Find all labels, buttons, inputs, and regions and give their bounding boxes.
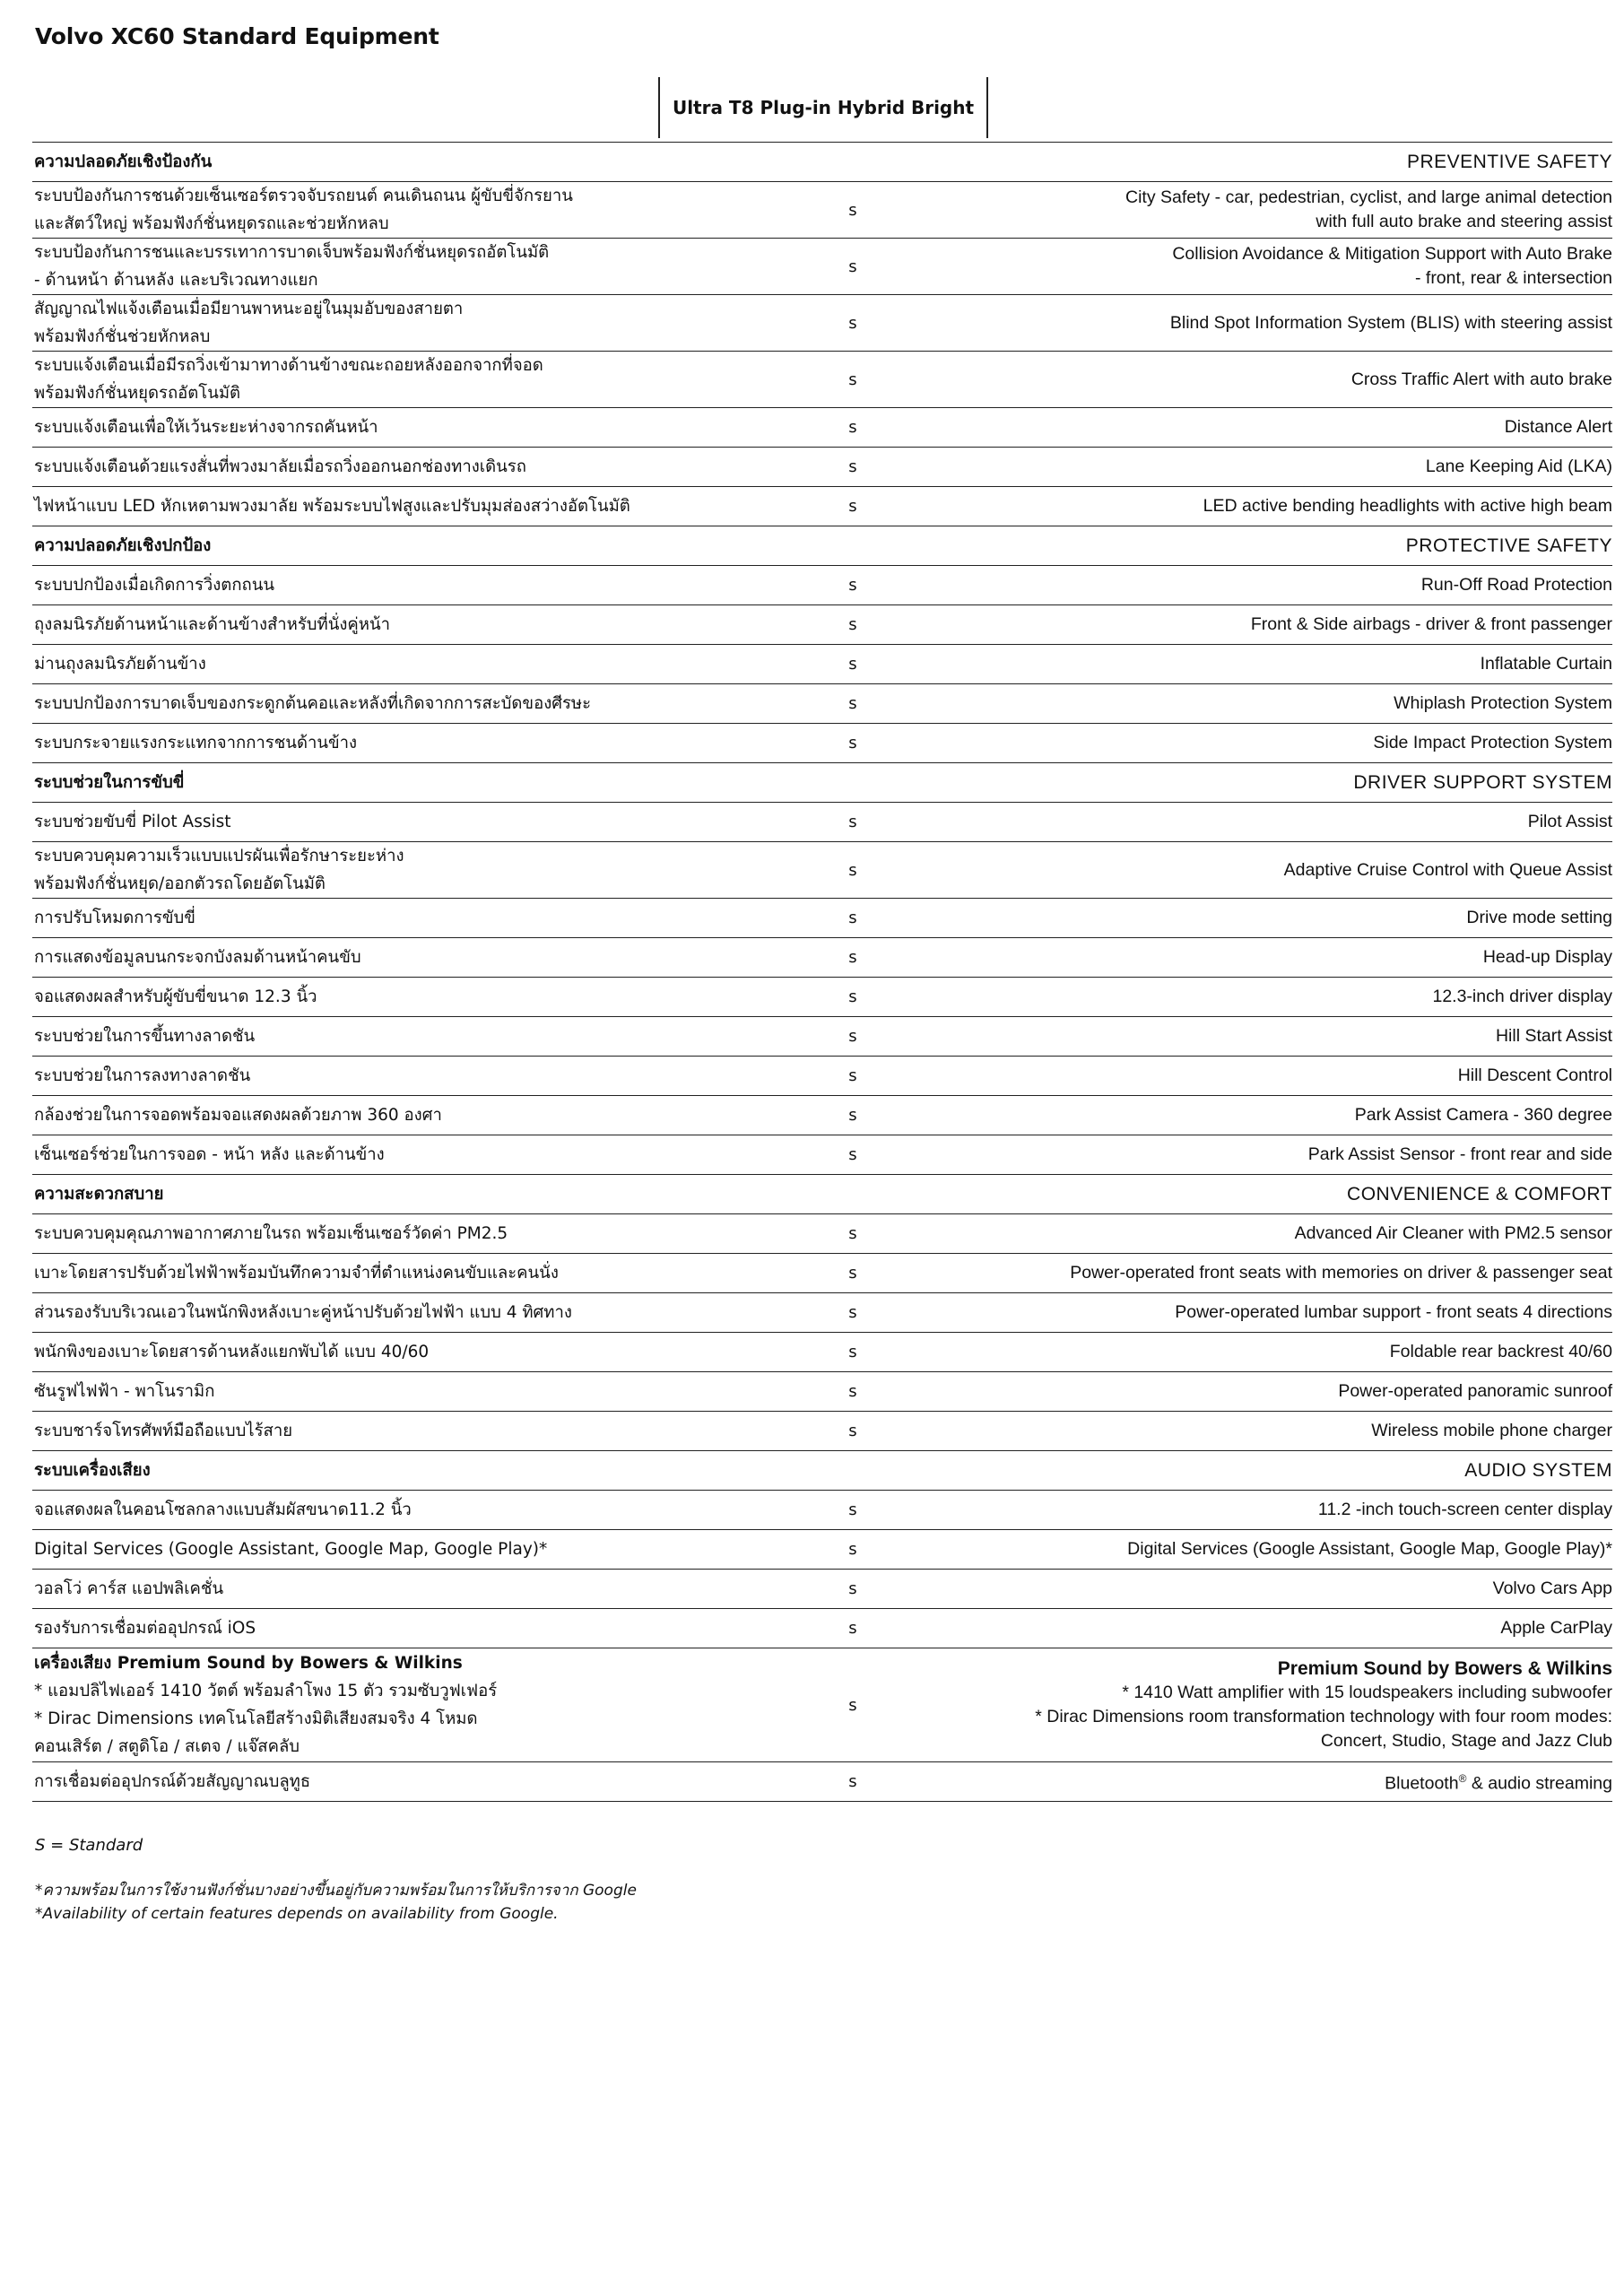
feature-name-english [929,1657,1612,1753]
feature-name-thai [32,650,777,678]
thai-line: เครื่องเสียง Premium Sound by Bowers & Wilkins [34,1654,463,1673]
thai-line: ระบบป้องกันการชนและบรรเทาการบาดเจ็บพร้อมฟังก์ชั่นหยุดรถอัตโนมัติ [34,243,550,262]
feature-name-thai [32,729,777,757]
section-title-thai [32,1457,777,1484]
english-line: Park Assist Camera - 360 degree [1354,1105,1612,1125]
availability-mark: s [848,1027,857,1046]
table-row [32,448,1612,487]
availability-mark: s [848,813,857,831]
feature-name-english [929,1379,1612,1404]
availability-mark: s [848,1382,857,1401]
thai-line: ระบบกระจายแรงกระแทกจากการชนด้านข้าง [34,734,358,752]
thai-line: - ด้านหน้า ด้านหลัง และบริเวณทางแยก [34,271,318,290]
english-line: Power-operated lumbar support - front seats 4 directions [1175,1302,1612,1322]
footnote-thai: *ความพร้อมในการใช้งานฟังก์ชั่นบางอย่างขึ้นอยู่กับความพร้อมในการให้บริการจาก Google [35,1882,637,1900]
availability-mark: s [848,1772,857,1791]
legend-standard: S = Standard [35,1836,143,1855]
availability-mark: s [848,1579,857,1598]
english-line: Whiplash Protection System [1394,693,1612,713]
english-line: Apple CarPlay [1500,1618,1612,1638]
availability-mark: s [848,860,857,880]
table-row [32,803,1612,842]
availability-mark: s [848,1422,857,1440]
table-row [32,1530,1612,1570]
table-row [32,1491,1612,1530]
table-row [32,1570,1612,1609]
english-line: 12.3-inch driver display [1432,987,1612,1006]
thai-line: ระบบแจ้งเตือนเพื่อให้เว้นระยะห่างจากรถคันหน้า [34,418,378,437]
availability-mark: s [848,1500,857,1519]
thai-line: ส่วนรองรับบริเวณเอวในพนักพิงหลังเบาะคู่หน้าปรับด้วยไฟฟ้า แบบ 4 ทิศทาง [34,1303,572,1322]
section-header-row [32,763,1612,803]
thai-line: * Dirac Dimensions เทคโนโลยีสร้างมิติเสียงสมจริง 4 โหมด [34,1709,478,1728]
english-line: Adaptive Cruise Control with Queue Assist [1283,859,1612,880]
thai-line: พร้อมฟังก์ชั่นหยุด/ออกตัวรถโดยอัตโนมัติ [34,874,326,893]
table-row [32,1096,1612,1135]
feature-name-english [929,1616,1612,1640]
thai-line: Digital Services (Google Assistant, Google Map, Google Play)* [34,1540,548,1559]
thai-line: * แอมปลิไฟเออร์ 1410 วัตต์ พร้อมลำโพง 15 ตัว รวมซับวูฟเฟอร์ [34,1682,498,1700]
thai-line: วอลโว่ คาร์ส แอปพลิเคชั่น [34,1579,224,1598]
table-row [32,408,1612,448]
availability-mark: s [848,497,857,516]
english-line [929,1767,1612,1796]
table-row [32,1762,1612,1802]
availability-mark: s [848,655,857,674]
feature-name-english [929,494,1612,518]
feature-name-thai [32,413,777,441]
thai-line: จอแสดงผลในคอนโซลกลางแบบสัมผัสขนาด11.2 นิ้ว [34,1500,412,1519]
feature-name-thai [32,1614,777,1642]
english-line: Advanced Air Cleaner with PM2.5 sensor [1294,1223,1612,1243]
feature-name-english [929,691,1612,716]
thai-line: ระบบช่วยในการลงทางลาดชัน [34,1066,251,1085]
thai-line: และสัตว์ใหญ่ พร้อมฟังก์ชั่นหยุดรถและช่วยหักหลบ [34,214,389,233]
table-row [32,645,1612,684]
english-line: 11.2 -inch touch-screen center display [1317,1500,1612,1519]
thai-line: คอนเสิร์ต / สตูดิโอ / สเตจ / แจ๊สคลับ [34,1737,300,1756]
feature-name-english [929,1419,1612,1443]
english-line: PROTECTIVE SAFETY [1405,535,1612,556]
section-title-english [929,1458,1612,1483]
feature-name-thai [32,1649,777,1761]
thai-line: ถุงลมนิรภัยด้านหน้าและด้านข้างสำหรับที่นั่งคู่หน้า [34,615,391,634]
feature-name-thai [32,983,777,1011]
english-line: Blind Spot Information System (BLIS) with steering assist [1169,312,1612,333]
table-row [32,1333,1612,1372]
english-line: CONVENIENCE & COMFORT [1347,1184,1612,1205]
column-header-trim: Ultra T8 Plug-in Hybrid Bright [658,77,988,138]
availability-mark: s [848,1106,857,1125]
english-line: Digital Services (Google Assistant, Google Map, Google Play)* [1127,1539,1612,1559]
feature-name-thai [32,295,777,351]
table-row [32,295,1612,352]
feature-name-thai [32,239,777,294]
english-line: City Safety - car, pedestrian, cyclist, and large animal detection [1125,187,1612,207]
section-header-row [32,526,1612,566]
feature-name-thai [32,1299,777,1326]
availability-mark: s [848,257,857,276]
section-title-english [929,150,1612,174]
availability-mark: s [848,576,857,595]
availability-mark: s [848,1303,857,1322]
table-row [32,724,1612,763]
feature-name-english [929,945,1612,970]
equipment-table [32,142,1612,1802]
feature-name-thai [32,1768,777,1796]
section-header-row [32,1175,1612,1214]
english-line: Pilot Assist [1527,812,1612,831]
feature-name-thai [32,1496,777,1524]
feature-name-thai [32,904,777,932]
feature-name-english [929,186,1612,234]
table-row [32,978,1612,1017]
feature-name-english [929,1767,1612,1796]
thai-line: ระบบป้องกันการชนด้วยเซ็นเซอร์ตรวจจับรถยนต์ คนเดินถนน ผู้ขับขี่จักรยาน [34,187,573,205]
availability-mark: s [848,987,857,1006]
thai-line: เซ็นเซอร์ช่วยในการจอด - หน้า หลัง และด้านข้าง [34,1145,385,1164]
availability-mark: s [848,370,857,389]
table-row [32,842,1612,899]
feature-name-english [929,455,1612,479]
english-line: Lane Keeping Aid (LKA) [1425,457,1612,476]
availability-mark: s [848,1264,857,1283]
feature-name-english [929,415,1612,439]
feature-name-english [929,311,1612,335]
feature-name-thai [32,842,777,898]
english-line: Distance Alert [1504,417,1612,437]
thai-line: สัญญาณไฟแจ้งเตือนเมื่อมียานพาหนะอยู่ในมุมอับของสายตา [34,300,464,318]
document-title: Volvo XC60 Standard Equipment [35,23,439,49]
english-line: Cross Traffic Alert with auto brake [1350,369,1612,389]
availability-mark: s [848,418,857,437]
english-line: Hill Descent Control [1457,1065,1612,1085]
thai-line: ระบบแจ้งเตือนเมื่อมีรถวิ่งเข้ามาทางด้านข้างขณะถอยหลังออกจากที่จอด [34,356,543,375]
availability-mark: s [848,313,857,333]
english-line: Concert, Studio, Stage and Jazz Club [1320,1731,1612,1751]
table-row [32,1372,1612,1412]
footnote-english: *Availability of certain features depends on availability from Google. [35,1905,559,1923]
feature-name-thai [32,352,777,407]
availability-mark: s [848,200,857,220]
english-line: Volvo Cars App [1492,1578,1612,1598]
feature-name-thai [32,1378,777,1405]
table-row [32,1057,1612,1096]
thai-line: ระบบช่วยขับขี่ Pilot Assist [34,813,231,831]
feature-name-english [929,1143,1612,1167]
thai-line: พร้อมฟังก์ชั่นหยุดรถอัตโนมัติ [34,384,241,403]
feature-name-english [929,1498,1612,1522]
thai-line: ซันรูฟไฟฟ้า - พาโนรามิก [34,1382,215,1401]
thai-line: ระบบควบคุมความเร็วแบบแปรผันเพื่อรักษาระยะห่าง [34,847,404,865]
english-line: Park Assist Sensor - front rear and side [1307,1144,1612,1164]
feature-name-english [929,613,1612,637]
table-row [32,1017,1612,1057]
feature-name-thai [32,1338,777,1366]
english-text: Bluetooth [1385,1773,1459,1794]
english-line: Power-operated panoramic sunroof [1338,1381,1612,1401]
thai-line: ระบบชาร์จโทรศัพท์มือถือแบบไร้สาย [34,1422,293,1440]
feature-name-thai [32,690,777,718]
english-line: with full auto brake and steering assist [1316,212,1612,231]
feature-name-english [929,906,1612,930]
english-line: - front, rear & intersection [1414,268,1612,288]
availability-mark: s [848,615,857,634]
table-row [32,1609,1612,1648]
table-row [32,605,1612,645]
feature-name-english [929,1537,1612,1561]
feature-name-thai [32,808,777,836]
availability-mark: s [848,1145,857,1164]
feature-name-english [929,985,1612,1009]
availability-mark: s [848,694,857,713]
table-row [32,352,1612,408]
section-header-row [32,1451,1612,1491]
feature-name-english [929,810,1612,834]
english-line: Side Impact Protection System [1373,733,1612,752]
table-row [32,1254,1612,1293]
thai-line: ความปลอดภัยเชิงป้องกัน [34,152,213,171]
english-line: Drive mode setting [1466,908,1612,927]
feature-name-thai [32,1101,777,1129]
table-row [32,1214,1612,1254]
table-row [32,684,1612,724]
english-line: Head-up Display [1482,947,1612,967]
english-line: Front & Side airbags - driver & front passenger [1250,614,1612,634]
section-title-english [929,770,1612,795]
english-line: Wireless mobile phone charger [1371,1421,1612,1440]
thai-line: การเชื่อมต่ออุปกรณ์ด้วยสัญญาณบลูทูธ [34,1772,311,1791]
table-row [32,239,1612,295]
thai-line: พร้อมฟังก์ชั่นช่วยหักหลบ [34,327,211,346]
english-line: Collision Avoidance & Mitigation Support with Auto Brake [1172,244,1612,264]
registered-mark: ® [1458,1772,1467,1786]
availability-mark: s [848,1540,857,1559]
thai-line: การปรับโหมดการขับขี่ [34,909,195,927]
feature-name-english [929,1222,1612,1246]
feature-name-english [929,1261,1612,1285]
english-line: Run-Off Road Protection [1420,575,1612,595]
availability-mark: s [848,1619,857,1638]
english-line: DRIVER SUPPORT SYSTEM [1353,772,1612,793]
english-line: Hill Start Assist [1495,1026,1612,1046]
thai-line: ระบบเครื่องเสียง [34,1461,151,1480]
thai-line: ระบบปกป้องการบาดเจ็บของกระดูกต้นคอและหลังที่เกิดจากการสะบัดของศีรษะ [34,694,592,713]
table-row [32,182,1612,239]
section-title-thai [32,1180,777,1208]
feature-name-thai [32,1220,777,1248]
feature-name-thai [32,571,777,599]
feature-name-thai [32,1417,777,1445]
table-row [32,566,1612,605]
thai-line: การแสดงข้อมูลบนกระจกบังลมด้านหน้าคนขับ [34,948,361,967]
english-line: LED active bending headlights with active high beam [1203,496,1612,516]
feature-name-thai [32,182,777,238]
feature-name-thai [32,453,777,481]
feature-name-thai [32,1575,777,1603]
availability-mark: s [848,1343,857,1361]
thai-line: กล้องช่วยในการจอดพร้อมจอแสดงผลด้วยภาพ 360 องศา [34,1106,442,1125]
section-title-thai [32,148,777,176]
feature-name-english [929,731,1612,755]
english-line: Power-operated front seats with memories on driver & passenger seat [1070,1263,1612,1283]
feature-name-english [929,1340,1612,1364]
feature-name-english [929,573,1612,597]
feature-name-english [929,242,1612,291]
feature-name-thai [32,1259,777,1287]
section-header-row [32,143,1612,182]
feature-name-thai [32,492,777,520]
availability-mark: s [848,1695,857,1715]
feature-name-thai [32,1062,777,1090]
section-title-thai [32,532,777,560]
thai-line: ระบบแจ้งเตือนด้วยแรงสั่นที่พวงมาลัยเมื่อรถวิ่งออกนอกช่องทางเดินรถ [34,457,526,476]
thai-line: เบาะโดยสารปรับด้วยไฟฟ้าพร้อมบันทึกความจำที่ตำแหน่งคนขับและคนนั่ง [34,1264,559,1283]
thai-line: ความสะดวกสบาย [34,1185,164,1204]
english-line: * Dirac Dimensions room transformation technology with four room modes: [1035,1707,1612,1726]
english-line: AUDIO SYSTEM [1464,1460,1612,1481]
thai-line: ความปลอดภัยเชิงปกป้อง [34,536,212,555]
availability-mark: s [848,909,857,927]
feature-name-english [929,1024,1612,1048]
feature-name-english [929,1064,1612,1088]
feature-name-english [929,1577,1612,1601]
availability-mark: s [848,457,857,476]
availability-mark: s [848,1224,857,1243]
feature-name-english [929,652,1612,676]
feature-name-thai [32,944,777,971]
feature-name-thai [32,1141,777,1169]
thai-line: พนักพิงของเบาะโดยสารด้านหลังแยกพับได้ แบบ 40/60 [34,1343,430,1361]
thai-line: ระบบช่วยในการขึ้นทางลาดชัน [34,1027,256,1046]
table-row [32,938,1612,978]
feature-name-thai [32,611,777,639]
english-line: Inflatable Curtain [1480,654,1612,674]
availability-mark: s [848,734,857,752]
thai-line: จอแสดงผลสำหรับผู้ขับขี่ขนาด 12.3 นิ้ว [34,987,317,1006]
table-row [32,1648,1612,1762]
feature-name-thai [32,1022,777,1050]
table-row [32,1412,1612,1451]
table-row [32,1135,1612,1175]
english-line: Premium Sound by Bowers & Wilkins [1277,1658,1612,1679]
english-line: Foldable rear backrest 40/60 [1389,1342,1612,1361]
thai-line: ระบบช่วยในการขับขี่ [34,773,185,792]
english-text: & audio streaming [1466,1773,1612,1794]
availability-mark: s [848,1066,857,1085]
thai-line: ระบบปกป้องเมื่อเกิดการวิ่งตกถนน [34,576,275,595]
thai-line: รองรับการเชื่อมต่ออุปกรณ์ iOS [34,1619,256,1638]
thai-line: ม่านถุงลมนิรภัยด้านข้าง [34,655,206,674]
feature-name-english [929,858,1612,883]
feature-name-thai [32,1535,777,1563]
table-row [32,899,1612,938]
feature-name-english [929,1300,1612,1325]
availability-mark: s [848,948,857,967]
feature-name-english [929,1103,1612,1127]
table-row [32,1293,1612,1333]
thai-line: ไฟหน้าแบบ LED หักเหตามพวงมาลัย พร้อมระบบไฟสูงและปรับมุมส่องสว่างอัตโนมัติ [34,497,630,516]
section-title-english [929,1182,1612,1206]
english-line: PREVENTIVE SAFETY [1406,152,1612,172]
table-row [32,487,1612,526]
feature-name-english [929,368,1612,392]
thai-line: ระบบควบคุมคุณภาพอากาศภายในรถ พร้อมเซ็นเซอร์วัดค่า PM2.5 [34,1224,508,1243]
section-title-thai [32,769,777,796]
english-line: * 1410 Watt amplifier with 15 loudspeakers including subwoofer [1122,1683,1612,1702]
section-title-english [929,534,1612,558]
